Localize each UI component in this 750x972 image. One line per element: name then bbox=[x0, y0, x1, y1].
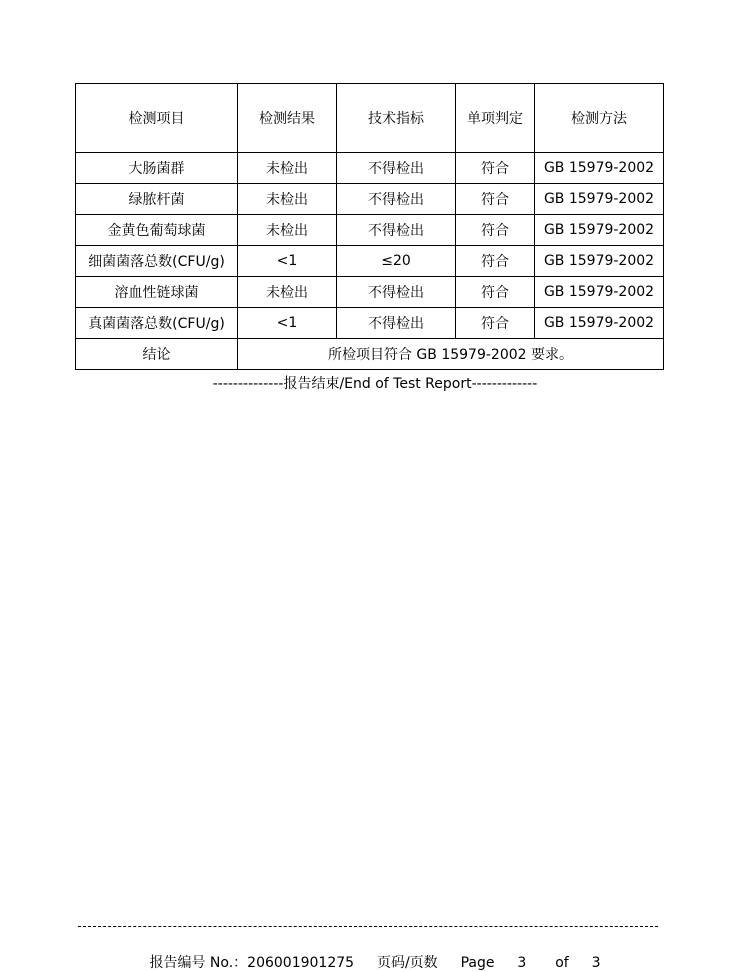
report-number-label: 报告编号 No.： bbox=[149, 955, 248, 971]
cell-judgement: 符合 bbox=[456, 308, 535, 339]
cell-test-result: 未检出 bbox=[238, 153, 337, 184]
conclusion-label: 结论 bbox=[76, 339, 238, 370]
cell-test-method: GB 15979-2002 bbox=[535, 153, 664, 184]
page-word: Page bbox=[460, 955, 495, 971]
cell-test-item: 金黄色葡萄球菌 bbox=[76, 215, 238, 246]
header-test-method: 检测方法 bbox=[535, 84, 664, 153]
total-pages: 3 bbox=[591, 955, 601, 971]
cell-judgement: 符合 bbox=[456, 184, 535, 215]
table-header-row bbox=[76, 84, 664, 153]
cell-test-item: 真菌菌落总数(CFU/g) bbox=[76, 308, 238, 339]
cell-technical-index: ≤20 bbox=[337, 246, 456, 277]
cell-test-result: 未检出 bbox=[238, 215, 337, 246]
cell-technical-index: 不得检出 bbox=[337, 308, 456, 339]
header-test-item: 检测项目 bbox=[76, 84, 238, 153]
cell-test-result: 未检出 bbox=[238, 184, 337, 215]
cell-test-method: GB 15979-2002 bbox=[535, 277, 664, 308]
of-word: of bbox=[555, 955, 569, 971]
cell-judgement: 符合 bbox=[456, 215, 535, 246]
cell-judgement: 符合 bbox=[456, 246, 535, 277]
cell-test-result: <1 bbox=[238, 308, 337, 339]
table-row bbox=[76, 277, 664, 308]
table-row bbox=[76, 184, 664, 215]
footer-divider bbox=[78, 926, 658, 927]
cell-technical-index: 不得检出 bbox=[337, 215, 456, 246]
table-row bbox=[76, 308, 664, 339]
cell-judgement: 符合 bbox=[456, 153, 535, 184]
table-row bbox=[76, 246, 664, 277]
current-page: 3 bbox=[517, 955, 527, 971]
page-count-label: 页码/页数 bbox=[376, 955, 438, 971]
cell-test-item: 细菌菌落总数(CFU/g) bbox=[76, 246, 238, 277]
table-row bbox=[76, 153, 664, 184]
header-single-judgement: 单项判定 bbox=[456, 84, 535, 153]
cell-technical-index: 不得检出 bbox=[337, 184, 456, 215]
cell-test-method: GB 15979-2002 bbox=[535, 215, 664, 246]
conclusion-row bbox=[76, 339, 664, 370]
cell-test-method: GB 15979-2002 bbox=[535, 308, 664, 339]
cell-technical-index: 不得检出 bbox=[337, 153, 456, 184]
cell-test-method: GB 15979-2002 bbox=[535, 246, 664, 277]
conclusion-text: 所检项目符合 GB 15979-2002 要求。 bbox=[238, 339, 664, 370]
end-of-report-marker: --------------报告结束/End of Test Report------------- bbox=[212, 376, 538, 392]
header-test-result: 检测结果 bbox=[238, 84, 337, 153]
cell-test-result: 未检出 bbox=[238, 277, 337, 308]
header-technical-index: 技术指标 bbox=[337, 84, 456, 153]
test-results-table bbox=[75, 83, 664, 370]
cell-test-item: 大肠菌群 bbox=[76, 153, 238, 184]
page-footer bbox=[0, 952, 750, 972]
cell-test-result: <1 bbox=[238, 246, 337, 277]
cell-technical-index: 不得检出 bbox=[337, 277, 456, 308]
cell-test-method: GB 15979-2002 bbox=[535, 184, 664, 215]
report-number: 206001901275 bbox=[247, 955, 355, 971]
cell-test-item: 溶血性链球菌 bbox=[76, 277, 238, 308]
cell-test-item: 绿脓杆菌 bbox=[76, 184, 238, 215]
table-row bbox=[76, 215, 664, 246]
cell-judgement: 符合 bbox=[456, 277, 535, 308]
